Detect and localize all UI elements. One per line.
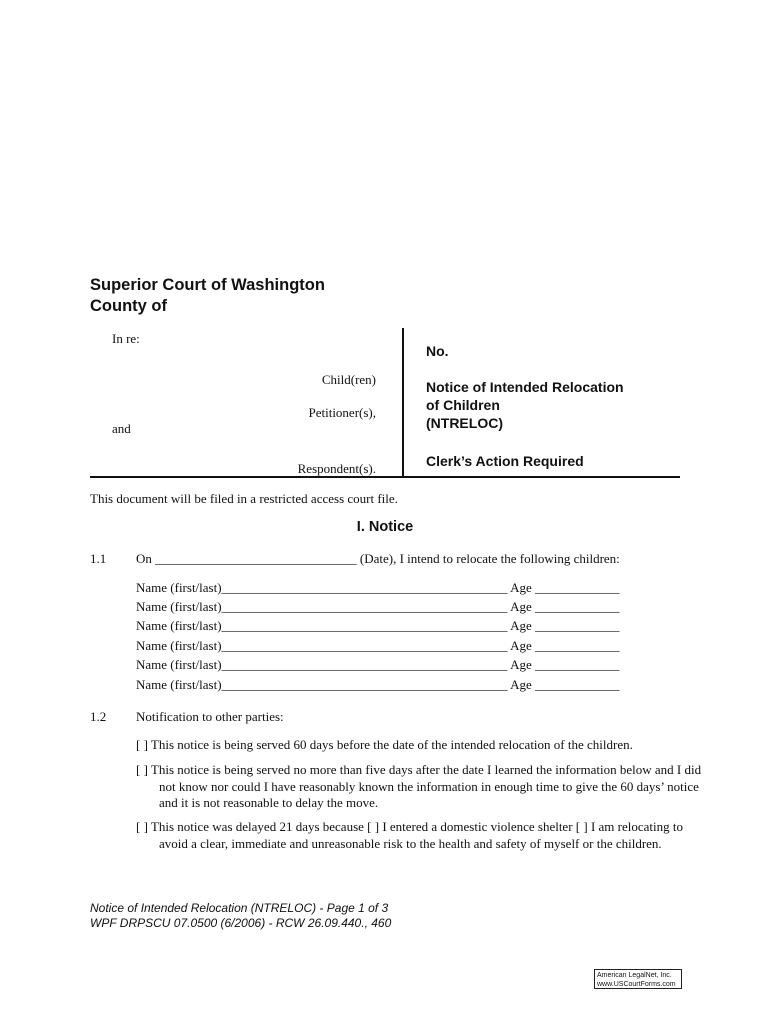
restricted-access-note: This document will be filed in a restricted access court file.	[90, 491, 398, 506]
case-number-label: No.	[426, 343, 449, 359]
footer-form-code: WPF DRPSCU 07.0500 (6/2006) - RCW 26.09.440., 460	[90, 916, 392, 930]
petitioner-label: Petitioner(s),	[308, 405, 376, 420]
in-re-label: In re:	[112, 331, 140, 346]
notice-option-delayed: [ ] This notice was delayed 21 days because [ ] I entered a domestic violence shelter [ ] I am relocating to avoid a clear, immediate and unreasonable risk to the health and safety of myself or the children.	[136, 819, 683, 851]
child-name-age-row: Name (first/last)____________________________________________ Age _____________	[136, 677, 620, 692]
page-footer	[90, 901, 391, 931]
child-name-age-row: Name (first/last)____________________________________________ Age _____________	[136, 618, 620, 633]
document-title	[426, 378, 624, 432]
document-title-line2: of Children	[426, 397, 500, 413]
and-label: and	[112, 421, 131, 436]
item-1-1-text: On _______________________________ (Date), I intend to relocate the following children:	[136, 551, 620, 566]
respondent-label: Respondent(s).	[297, 461, 376, 476]
caption-divider-vertical	[402, 328, 404, 476]
document-title-line3: (NTRELOC)	[426, 415, 503, 431]
child-name-age-row: Name (first/last)____________________________________________ Age _____________	[136, 599, 620, 614]
child-name-age-row: Name (first/last)____________________________________________ Age _____________	[136, 580, 620, 595]
section-title: I. Notice	[356, 519, 414, 535]
court-header	[90, 275, 325, 317]
caption-parties	[90, 328, 402, 476]
notice-option-five-days: [ ] This notice is being served no more than five days after the date I learned the information below and I did not know nor could I have reasonably known the information in enough time to give the 60 days’ notice and it is not reasonable to delay the move.	[136, 762, 702, 810]
notice-option-60-days: [ ] This notice is being served 60 days before the date of the intended relocation of the children.	[136, 737, 633, 752]
item-1-2-title: Notification to other parties:	[136, 709, 284, 724]
document-title-line1: Notice of Intended Relocation	[426, 379, 624, 395]
item-1-1-number: 1.1	[90, 551, 107, 566]
footer-form-title: Notice of Intended Relocation (NTRELOC) - Page 1 of 3	[90, 901, 389, 915]
child-name-age-row: Name (first/last)____________________________________________ Age _____________	[136, 638, 620, 653]
children-label: Child(ren)	[321, 372, 376, 387]
stamp-company: American LegalNet, Inc.	[597, 972, 672, 979]
child-name-age-row: Name (first/last)____________________________________________ Age _____________	[136, 657, 620, 672]
court-name: Superior Court of Washington	[90, 276, 325, 294]
caption-divider-horizontal	[90, 476, 680, 478]
county-line: County of	[90, 297, 167, 315]
publisher-stamp	[594, 969, 682, 989]
item-1-2-number: 1.2	[90, 709, 107, 724]
stamp-website: www.USCourtForms.com	[597, 981, 676, 988]
clerk-action-label: Clerk’s Action Required	[426, 453, 584, 469]
